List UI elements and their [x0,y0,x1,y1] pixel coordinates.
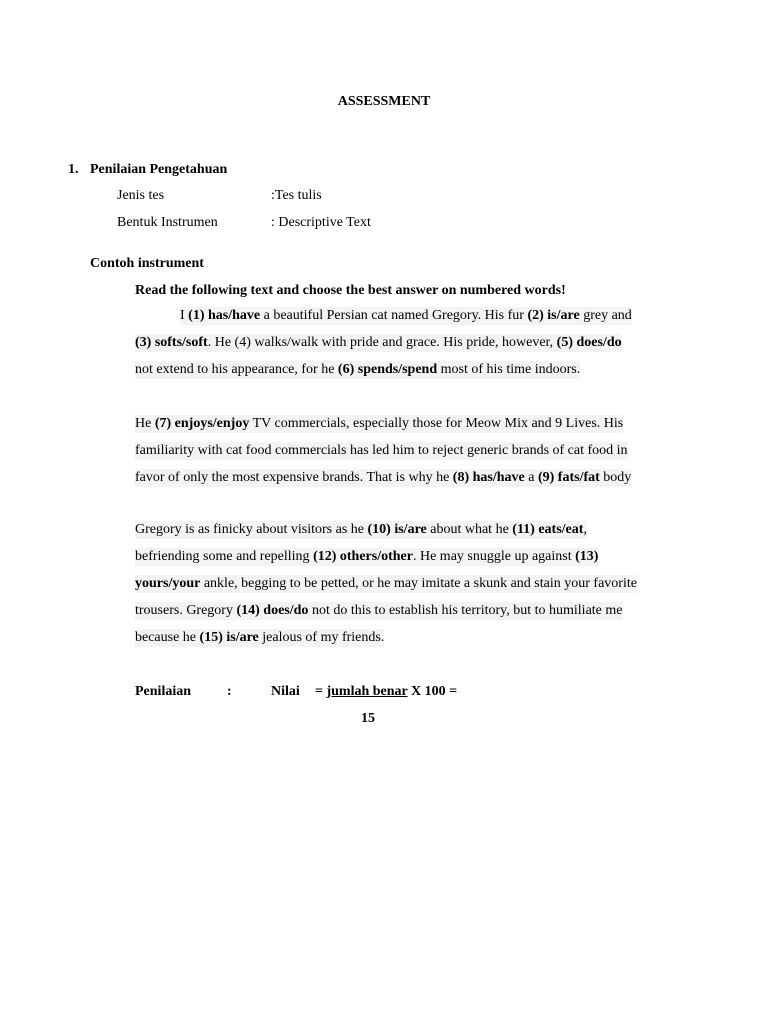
field-value-jenis-tes: :Tes tulis [271,188,322,203]
section-heading: Penilaian Pengetahuan [90,162,228,177]
field-label-bentuk-instrumen: Bentuk Instrumen [117,215,218,230]
scoring-denominator: 15 [361,711,375,726]
passage-line: befriending some and repelling (12) others/other. He may snuggle up against (13) [135,549,599,564]
field-value-bentuk-instrumen: : Descriptive Text [271,215,371,230]
section-number: 1. [68,162,79,177]
passage-line: familiarity with cat food commercials has led him to reject generic brands of cat food in [135,443,628,458]
passage-line: Gregory is as finicky about visitors as he (10) is/are about what he (11) eats/eat, [135,522,587,537]
passage-line: (3) softs/soft. He (4) walks/walk with pride and grace. His pride, however, (5) does/do [135,335,622,350]
page-title: ASSESSMENT [337,94,431,109]
scoring-formula: = jumlah benar X 100 = [315,684,458,699]
passage-line: not extend to his appearance, for he (6) spends/spend most of his time indoors. [135,362,581,377]
passage-line: He (7) enjoys/enjoy TV commercials, especially those for Meow Mix and 9 Lives. His [135,416,624,431]
scoring-colon: : [227,684,232,699]
instrument-heading: Contoh instrument [90,256,204,271]
passage-line: favor of only the most expensive brands. That is why he (8) has/have a (9) fats/fat body [135,470,632,485]
passage-line: I (1) has/have a beautiful Persian cat named Gregory. His fur (2) is/are grey and [180,308,632,323]
passage-line: because he (15) is/are jealous of my friends. [135,630,385,645]
instruction-text: Read the following text and choose the best answer on numbered words! [135,283,566,298]
field-label-jenis-tes: Jenis tes [117,188,165,203]
passage-line: yours/your ankle, begging to be petted, or he may imitate a skunk and stain your favorite [135,576,637,591]
scoring-label: Penilaian [135,684,192,699]
passage-line: trousers. Gregory (14) does/do not do this to establish his territory, but to humiliate me [135,603,623,618]
scoring-numerator: jumlah benar [326,684,408,699]
scoring-nilai: Nilai [271,684,300,699]
